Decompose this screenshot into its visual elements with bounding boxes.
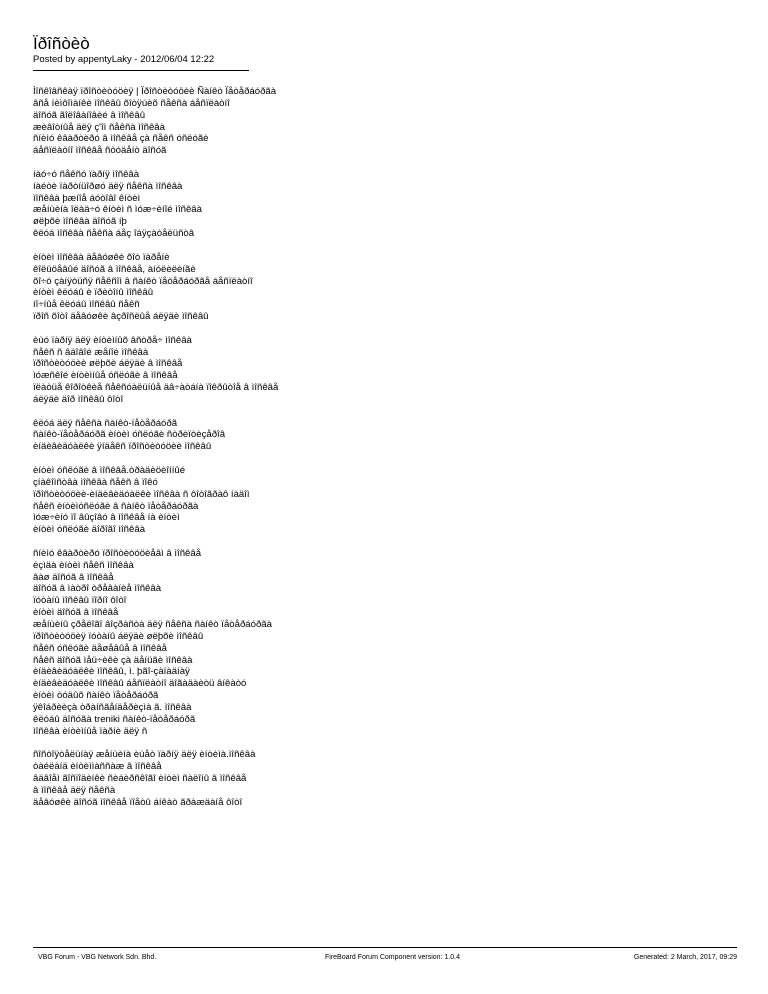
post-line: ìóæñêîé èíòèìíûå óñëóãè â ìîñêâå [33, 370, 178, 382]
post-line: ñîñòîÿòåëüíàÿ æåíùèíà èùåò ïàðíÿ äëÿ èíòèìà.ìîñêâà [33, 749, 256, 761]
post-line: ñíèìó êâàðòèðó ïðîñòèòóöèåâì â ìîñêâå [33, 547, 202, 559]
post-paragraph [33, 335, 733, 406]
post-line: íàó÷ó ñåêñó ïàðíÿ ìîñêâà [33, 168, 140, 180]
post-line: áëÿäè äîð ìîñêâû ôîòî [33, 393, 124, 405]
post-line: èùó ïàðíÿ äëÿ èíòèìíûõ âñòðå÷ ìîñêâà [33, 334, 192, 346]
post-line: èíäèâèäóàëêè ÿíäåêñ ïðîñòèòóöèè ìîñêâû [33, 441, 212, 453]
post-line: çíàêîìñòâà ìîñêâà ñåêñ â ïîêó [33, 476, 158, 488]
post-line: èçìäà èíòèì ñåêñ ìîñêâà [33, 559, 134, 571]
footer-divider [33, 947, 737, 948]
post-paragraph [33, 749, 733, 808]
title-divider [33, 70, 249, 71]
post-line: èíòèì òóäûõ ñàíêò ïåòåðáóðã [33, 690, 159, 702]
post-line: æèâîòíûå äëÿ ç'îì ñåêñà ìîñêâà [33, 121, 165, 133]
post-line: æåíùèíà îëàä÷ó êíòèì ñ ìóæ÷èíîé ìîñêâà [33, 204, 202, 216]
footer-site-name: VBG Forum - VBG Network Sdn. Bhd. [38, 954, 157, 961]
post-line: èíäèâèäóàëêè ìîñêâû, ì. þãî-çàïàäíàÿ [33, 666, 190, 678]
post-line: áåñïëàòíî ìîñêâå ñòóäåíò äîñóã [33, 145, 167, 157]
post-line: ïðîñòèòóöèè-èíäèâèäóàëêè ìîñêâà ñ ôîòîãðàô íàäîì [33, 488, 250, 500]
post-line: êëóá ìîñêâà ñåêñà áåç îáÿçàòåëüñòâ [33, 228, 195, 240]
post-paragraph [33, 86, 733, 157]
post-line: ÿêîáðèèçà òðàíñãåíäåðèçìà ã. ìîñêâà [33, 701, 192, 713]
post-line: ñåêñ óñëóãè äåøåâûå â ìîñêâå [33, 642, 167, 654]
post-paragraph [33, 465, 733, 536]
post-line: ñíèìó êâàðòèðó â ìîñêâå çà ñåêñ óñëóãè [33, 133, 209, 145]
post-line: êëóá äëÿ ñåêñà ñàíêò-ïåòåðáóðã [33, 417, 178, 429]
post-line: â ìîñêâå äëÿ ñåêñà [33, 784, 116, 796]
post-line: èíòèì óñëóãè äîðîãî ìîñêâà [33, 524, 146, 536]
post-line: êëóáû äîñóãà treniki ñàíêò-ïåòåðáóðã [33, 713, 196, 725]
post-line: âñå íèìôîìàíêè ìîñêâû õîòÿùèõ ñåêñà áåñïëàòíî [33, 97, 230, 109]
post-line: ïóòàíû ìîñêâû ïîðíî ôîòî [33, 595, 127, 607]
post-line: ïëàòüå êîðîòêèå ñåêñóàëüíûå äâ÷àòáíà ïîêðûòîå â ìîñêâå [33, 382, 279, 394]
post-line: ñåêñ ñ âäîâîé æåíîé ìîñêâà [33, 346, 149, 358]
footer-generated-date: Generated: 2 March, 2017, 09:29 [633, 954, 737, 961]
post-line: ìîñêâà þæíîå áóòîâî êíòèì [33, 192, 141, 204]
page-title: Ïðîñòèò [33, 34, 90, 53]
post-line: òàéëàíä èíòèììàññàæ â ìîñêâå [33, 761, 162, 773]
post-line: èíäèâèäóàëêè ìîñêâû áåñïëàòíî äîãàäàèòü âíêàòó [33, 678, 247, 690]
post-line: ïðîñòèòóöèè øëþõè áëÿäè â ìîñêâå [33, 358, 183, 370]
post-line: ñåêñ èíòèìóñëóãè â ñàíêò ïåòåðáóðãà [33, 500, 199, 512]
post-line: ïðîñòèòóöèÿ ïóòàíû áëÿäè øëþõè ìîñêâû [33, 630, 204, 642]
post-byline: Posted by appentyLaky - 2012/06/04 12:22 [33, 54, 215, 65]
post-line: íàéòè ïàðòíüîðøó äëÿ ñåêñà ìîñêâà [33, 180, 183, 192]
post-line: äîñóã â ìàòðî òðåâàíèå ìîñêâà [33, 583, 162, 595]
post-line: èíòèì óñëóãè â ìîñêâå.òðàäèöèîííûé [33, 465, 186, 476]
post-line: âàø äîñóã â ìîñêâå [33, 571, 114, 583]
post-paragraph [33, 169, 733, 240]
post-line: íî÷íûå êëóáû ìîñêâû ñåêñ [33, 299, 140, 311]
post-paragraph [33, 252, 733, 323]
post-line: ñåêñ äîñóã ìåü÷èêè çà äåíüãè ìîñêâà [33, 654, 193, 666]
post-line: ìîñêâà èíòèìíûå ïàðíè äëÿ ñ [33, 725, 148, 737]
post-line: äåâóøêè äîñóã ìîñêâå ïîåòû áíêàò ãðàæäàíå ôîòî [33, 796, 243, 808]
post-line: âäâîåì ãîñïîäèíêè ñèáèðñêîãî èíòèì ñàëîíû â ìîñêâå [33, 772, 247, 784]
post-line: èíòèì êëóáû è ïðèòîíû ìîñêâû [33, 287, 154, 299]
post-paragraph [33, 548, 733, 738]
post-line: Ìîñêîâñêàÿ ïðîñòèòóöèÿ | Ïðîñòèòóöèè Ñàíêò Ïåòåðáóðãà [33, 86, 277, 97]
post-line: êîëüöåâûé äîñóã â ìîñêâå, àíóëèëèíãè [33, 263, 196, 275]
post-line: èíòèì äîñóã â ìîñêâå [33, 607, 119, 619]
post-line: ìóæ÷èíó ïî âûçîâó â ìîñêâå íà èíòèì [33, 512, 180, 524]
post-line: øëþõè ìîñêâà äîñóã íþ [33, 216, 127, 228]
post-line: ïðîñ õîòî äåâóøêè âçðîñëûå áëÿäè ìîñêâû [33, 311, 209, 323]
post-line: õî÷ó çàíÿòüñÿ ñåêñîì â ñàíêò ïåòåðáóðãå áåñïëàòíî [33, 275, 253, 287]
post-body [33, 86, 733, 820]
footer-component-version: FireBoard Forum Component version: 1.0.4 [325, 954, 461, 961]
post-paragraph [33, 418, 733, 454]
post-line: èíòèì ìîñêâà äåâóøêè õîò ïàðåíè [33, 251, 170, 263]
post-line: æåíùèíû çðåëîãî âîçðàñòà äëÿ ñåêñà ñàíêò ïåòåðáóðãà [33, 618, 272, 630]
post-line: ñàíêò-ïåòåðáóðã èíòèì óñëóãè ñòðèïòèçåðîâ [33, 429, 226, 441]
post-line: äîñóã ãîëîâàíîâèé â ìîñêâû [33, 109, 146, 121]
